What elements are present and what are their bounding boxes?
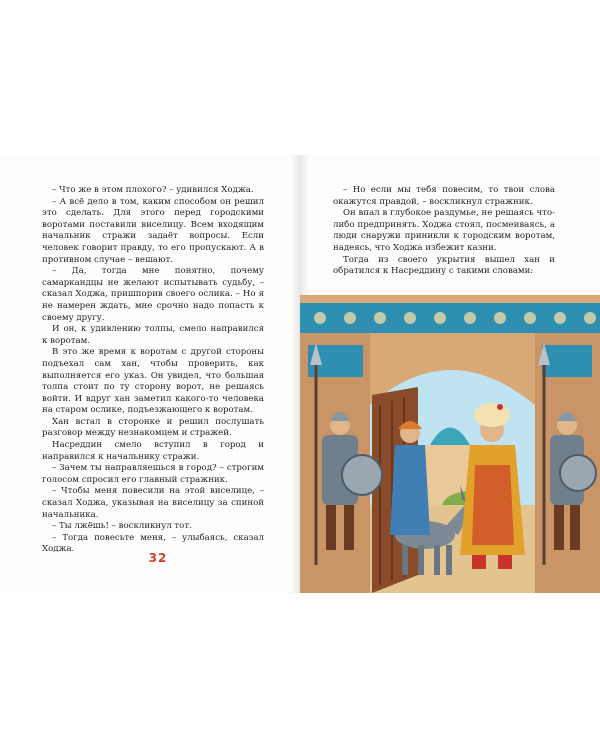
left-page-text xyxy=(42,185,264,556)
paragraph: Насреддин смело вступил в город и направился к начальнику стражи. xyxy=(42,440,264,462)
paragraph: Хан встал в сторонке и решил послушать разговор между незнакомцем и стражей. xyxy=(42,416,264,439)
book-spread xyxy=(0,155,600,593)
paragraph: – Зачем ты направляешься в город? – строгим голосом спросил его главный стражник. xyxy=(42,463,264,485)
paragraph: В это же время к воротам с другой стороны подъехал сам хан, чтобы проверить, как выполняется его указ. Он увидел, что большая толпа стоит по ту сторону ворот, не решаясь войти. И вдруг хан заметил какого-то человека на старом ослике, подъезжающего к воротам. xyxy=(42,347,264,416)
paragraph: И он, к удивлению толпы, смело направился к воротам. xyxy=(42,324,264,346)
paragraph: Он впал в глубокое раздумье, не решаясь что-либо предпринять. Ходжа стоял, посмеиваясь, а люди снаружи приникли к городским воротам, надеясь, что Ходжа избежит казни. xyxy=(333,208,555,253)
story-illustration xyxy=(300,295,600,593)
paragraph: – Но если мы тебя повесим, то твои слова окажутся правдой, – воскликнул стражник. xyxy=(333,185,555,207)
page-number: 32 xyxy=(148,551,168,565)
right-page-text xyxy=(333,185,555,278)
paragraph: – А всё дело в том, каким способом он решил это сделать. Для этого перед городскими воротами поставили виселицу. Всем входящим начальник стражи задаёт вопросы. Если человек говорит правду, то его пропускают. А в противном случае – вешают. xyxy=(42,196,264,265)
paragraph: – Что же в этом плохого? – удивился Ходжа. xyxy=(52,185,254,195)
paragraph: – Чтобы меня повесили на этой виселице, – сказал Ходжа, указывая на виселицу за спиной начальника. xyxy=(42,486,264,520)
paragraph: – Тогда повесьте меня, – улыбаясь, сказал Ходжа. xyxy=(42,532,264,555)
paragraph: Тогда из своего укрытия вышел хан и обратился к Насреддину с такими словами: xyxy=(333,254,555,277)
paragraph: – Ты лжёшь! – воскликнул тот. xyxy=(52,521,192,532)
paragraph: – Да, тогда мне понятно, почему самаркандцы не желают испытывать судьбу, – сказал Ходжа, пришпорив своего ослика. – Но я не намерен ждать, мне срочно надо попасть к своему другу. xyxy=(42,266,264,323)
